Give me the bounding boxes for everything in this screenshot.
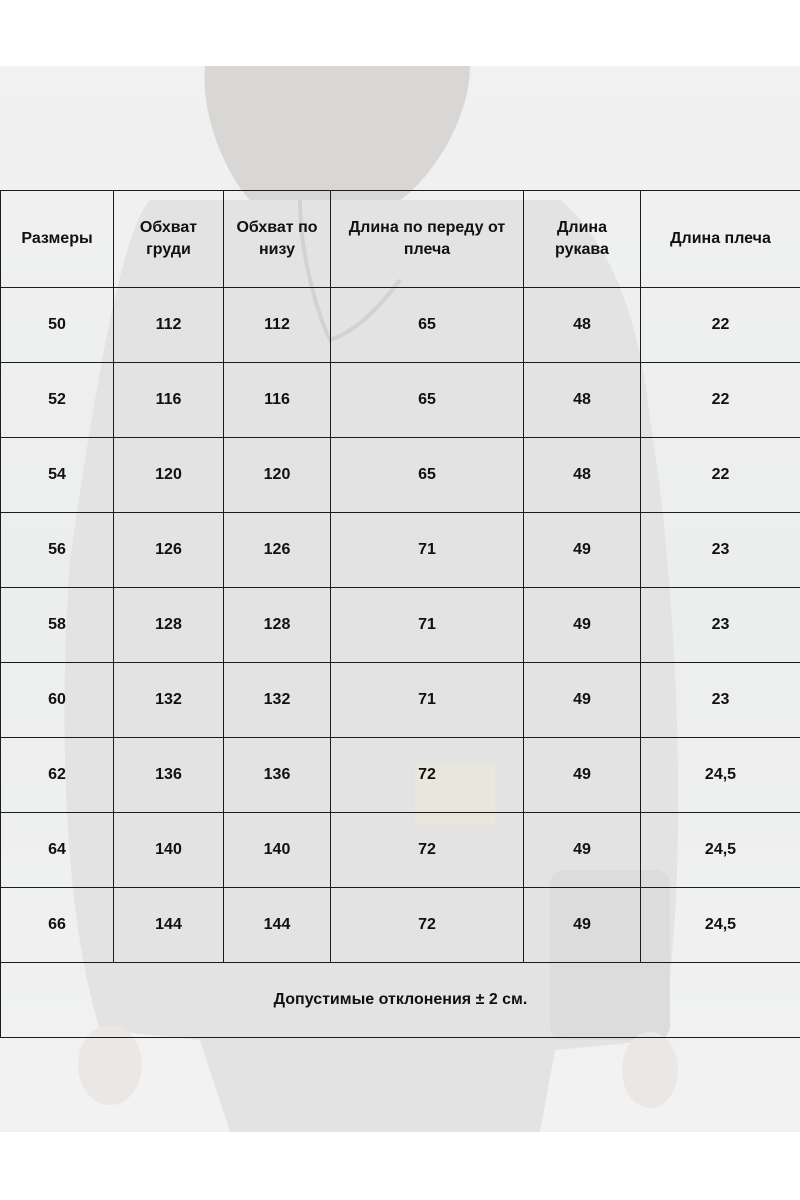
cell-shoulder-length: 23 xyxy=(641,663,800,738)
table-row xyxy=(1,438,800,513)
header-shoulder-length: Длина плеча xyxy=(641,191,800,288)
cell-size: 50 xyxy=(1,288,114,363)
cell-shoulder-length: 22 xyxy=(641,288,800,363)
header-row xyxy=(1,191,800,288)
cell-front-length: 71 xyxy=(331,513,524,588)
cell-chest: 120 xyxy=(114,438,224,513)
cell-sleeve-length: 49 xyxy=(524,813,641,888)
cell-front-length: 65 xyxy=(331,363,524,438)
cell-hem: 126 xyxy=(224,513,331,588)
cell-front-length: 71 xyxy=(331,663,524,738)
cell-shoulder-length: 23 xyxy=(641,513,800,588)
cell-hem: 120 xyxy=(224,438,331,513)
header-front-length: Длина по переду от плеча xyxy=(331,191,524,288)
cell-size: 52 xyxy=(1,363,114,438)
cell-chest: 144 xyxy=(114,888,224,963)
cell-front-length: 72 xyxy=(331,738,524,813)
cell-sleeve-length: 49 xyxy=(524,738,641,813)
cell-sleeve-length: 48 xyxy=(524,438,641,513)
cell-hem: 128 xyxy=(224,588,331,663)
cell-chest: 128 xyxy=(114,588,224,663)
cell-size: 56 xyxy=(1,513,114,588)
cell-size: 64 xyxy=(1,813,114,888)
cell-shoulder-length: 22 xyxy=(641,363,800,438)
table-row xyxy=(1,813,800,888)
cell-size: 60 xyxy=(1,663,114,738)
cell-chest: 126 xyxy=(114,513,224,588)
cell-hem: 140 xyxy=(224,813,331,888)
table-row xyxy=(1,663,800,738)
cell-chest: 112 xyxy=(114,288,224,363)
cell-hem: 112 xyxy=(224,288,331,363)
header-sleeve-length: Длина рукава xyxy=(524,191,641,288)
header-size: Размеры xyxy=(1,191,114,288)
cell-sleeve-length: 49 xyxy=(524,588,641,663)
footer-row xyxy=(1,963,800,1038)
cell-size: 62 xyxy=(1,738,114,813)
cell-sleeve-length: 48 xyxy=(524,288,641,363)
table-row xyxy=(1,738,800,813)
cell-hem: 144 xyxy=(224,888,331,963)
cell-shoulder-length: 23 xyxy=(641,588,800,663)
table-row xyxy=(1,363,800,438)
cell-front-length: 72 xyxy=(331,813,524,888)
cell-size: 66 xyxy=(1,888,114,963)
cell-chest: 116 xyxy=(114,363,224,438)
cell-shoulder-length: 24,5 xyxy=(641,888,800,963)
table-row xyxy=(1,588,800,663)
cell-chest: 132 xyxy=(114,663,224,738)
header-chest: Обхват груди xyxy=(114,191,224,288)
cell-shoulder-length: 24,5 xyxy=(641,738,800,813)
cell-front-length: 72 xyxy=(331,888,524,963)
cell-size: 54 xyxy=(1,438,114,513)
table-row xyxy=(1,888,800,963)
cell-chest: 136 xyxy=(114,738,224,813)
cell-front-length: 65 xyxy=(331,288,524,363)
tolerance-note: Допустимые отклонения ± 2 см. xyxy=(1,963,800,1038)
cell-hem: 132 xyxy=(224,663,331,738)
cell-sleeve-length: 49 xyxy=(524,663,641,738)
cell-shoulder-length: 22 xyxy=(641,438,800,513)
cell-hem: 116 xyxy=(224,363,331,438)
cell-shoulder-length: 24,5 xyxy=(641,813,800,888)
header-hem: Обхват по низу xyxy=(224,191,331,288)
size-chart-table xyxy=(0,190,800,1038)
cell-front-length: 71 xyxy=(331,588,524,663)
cell-size: 58 xyxy=(1,588,114,663)
cell-front-length: 65 xyxy=(331,438,524,513)
cell-sleeve-length: 49 xyxy=(524,513,641,588)
cell-hem: 136 xyxy=(224,738,331,813)
cell-chest: 140 xyxy=(114,813,224,888)
cell-sleeve-length: 48 xyxy=(524,363,641,438)
table-row xyxy=(1,513,800,588)
table-row xyxy=(1,288,800,363)
cell-sleeve-length: 49 xyxy=(524,888,641,963)
